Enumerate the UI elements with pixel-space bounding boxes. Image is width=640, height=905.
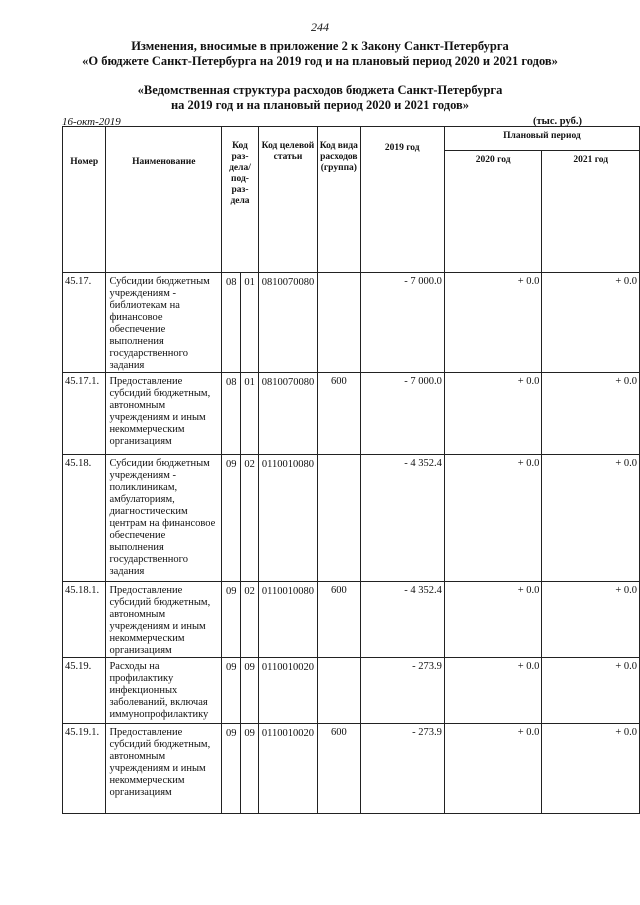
- row-2019: - 7 000.0: [360, 273, 444, 373]
- document-date: 16-окт-2019: [62, 116, 121, 128]
- row-2019: - 273.9: [360, 658, 444, 724]
- header-2021: 2021 год: [542, 151, 640, 273]
- table-row: [63, 455, 640, 582]
- row-target: 0110010080: [258, 455, 317, 582]
- row-expense-type: [318, 455, 360, 582]
- row-expense-type: [318, 273, 360, 373]
- row-section: 08: [222, 373, 241, 455]
- units-label: (тыс. руб.): [533, 116, 582, 127]
- row-2021: + 0.0: [542, 658, 640, 724]
- row-2021: + 0.0: [542, 373, 640, 455]
- row-name: Расходы на профилактику инфекционных заболеваний, включая иммунопрофилактику: [106, 658, 222, 724]
- row-number: 45.19.1.: [63, 724, 106, 814]
- header-2019: 2019 год: [360, 127, 444, 273]
- row-target: 0110010020: [258, 658, 317, 724]
- header-expense-type: Код вида расходов (группа): [318, 127, 360, 273]
- header-section-code: Код раз-дела/ под-раз-дела: [222, 127, 259, 273]
- header-target-code: Код целевой статьи: [258, 127, 317, 273]
- row-section: 08: [222, 273, 241, 373]
- table-row: [63, 658, 640, 724]
- row-target: 0110010080: [258, 582, 317, 658]
- title-line-1: Изменения, вносимые в приложение 2 к Закону Санкт-Петербурга: [131, 39, 509, 53]
- row-2021: + 0.0: [542, 455, 640, 582]
- row-section: 09: [222, 582, 241, 658]
- title-line-4: на 2019 год и на плановый период 2020 и 2021 годов»: [170, 98, 470, 112]
- row-subsection: 01: [241, 373, 258, 455]
- row-subsection: 09: [241, 658, 258, 724]
- table-row: [63, 273, 640, 373]
- row-2020: + 0.0: [444, 273, 542, 373]
- title-line-3: «Ведомственная структура расходов бюджета Санкт-Петербурга: [137, 83, 503, 97]
- row-2019: - 273.9: [360, 724, 444, 814]
- row-target: 0810070080: [258, 373, 317, 455]
- row-expense-type: 600: [318, 373, 360, 455]
- row-section: 09: [222, 455, 241, 582]
- row-section: 09: [222, 724, 241, 814]
- row-2020: + 0.0: [444, 373, 542, 455]
- row-number: 45.19.: [63, 658, 106, 724]
- row-2019: - 4 352.4: [360, 582, 444, 658]
- row-target: 0110010020: [258, 724, 317, 814]
- row-2020: + 0.0: [444, 455, 542, 582]
- row-2021: + 0.0: [542, 724, 640, 814]
- row-subsection: 02: [241, 455, 258, 582]
- row-name: Предоставление субсидий бюджетным, автономным учреждениям и иным некоммерческим организациям: [106, 724, 222, 814]
- title-line-2: «О бюджете Санкт-Петербурга на 2019 год и на плановый период 2020 и 2021 годов»: [82, 54, 558, 68]
- row-number: 45.17.1.: [63, 373, 106, 455]
- row-target: 0810070080: [258, 273, 317, 373]
- header-planned-period: Плановый период: [444, 127, 639, 151]
- row-2021: + 0.0: [542, 582, 640, 658]
- row-2019: - 4 352.4: [360, 455, 444, 582]
- row-name: Предоставление субсидий бюджетным, автономным учреждениям и иным некоммерческим организациям: [106, 582, 222, 658]
- table-row: [63, 724, 640, 814]
- row-expense-type: [318, 658, 360, 724]
- row-section: 09: [222, 658, 241, 724]
- row-subsection: 02: [241, 582, 258, 658]
- row-expense-type: 600: [318, 582, 360, 658]
- row-name: Субсидии бюджетным учреждениям - библиотекам на финансовое обеспечение выполнения государственного задания: [106, 273, 222, 373]
- row-2020: + 0.0: [444, 724, 542, 814]
- row-2019: - 7 000.0: [360, 373, 444, 455]
- row-2021: + 0.0: [542, 273, 640, 373]
- row-subsection: 09: [241, 724, 258, 814]
- row-subsection: 01: [241, 273, 258, 373]
- row-2020: + 0.0: [444, 658, 542, 724]
- row-name: Предоставление субсидий бюджетным, автономным учреждениям и иным некоммерческим организациям: [106, 373, 222, 455]
- row-number: 45.18.1.: [63, 582, 106, 658]
- row-expense-type: 600: [318, 724, 360, 814]
- header-2020: 2020 год: [444, 151, 542, 273]
- row-name: Субсидии бюджетным учреждениям - поликлиникам, амбулаториям, диагностическим центрам на финансовое обеспечение выполнения государственного задания: [106, 455, 222, 582]
- page-number: 244: [311, 20, 329, 34]
- header-number: Номер: [63, 127, 106, 273]
- row-2020: + 0.0: [444, 582, 542, 658]
- row-number: 45.18.: [63, 455, 106, 582]
- table-row: [63, 373, 640, 455]
- row-number: 45.17.: [63, 273, 106, 373]
- budget-table: [62, 126, 640, 814]
- table-row: [63, 582, 640, 658]
- header-name: Наименование: [106, 127, 222, 273]
